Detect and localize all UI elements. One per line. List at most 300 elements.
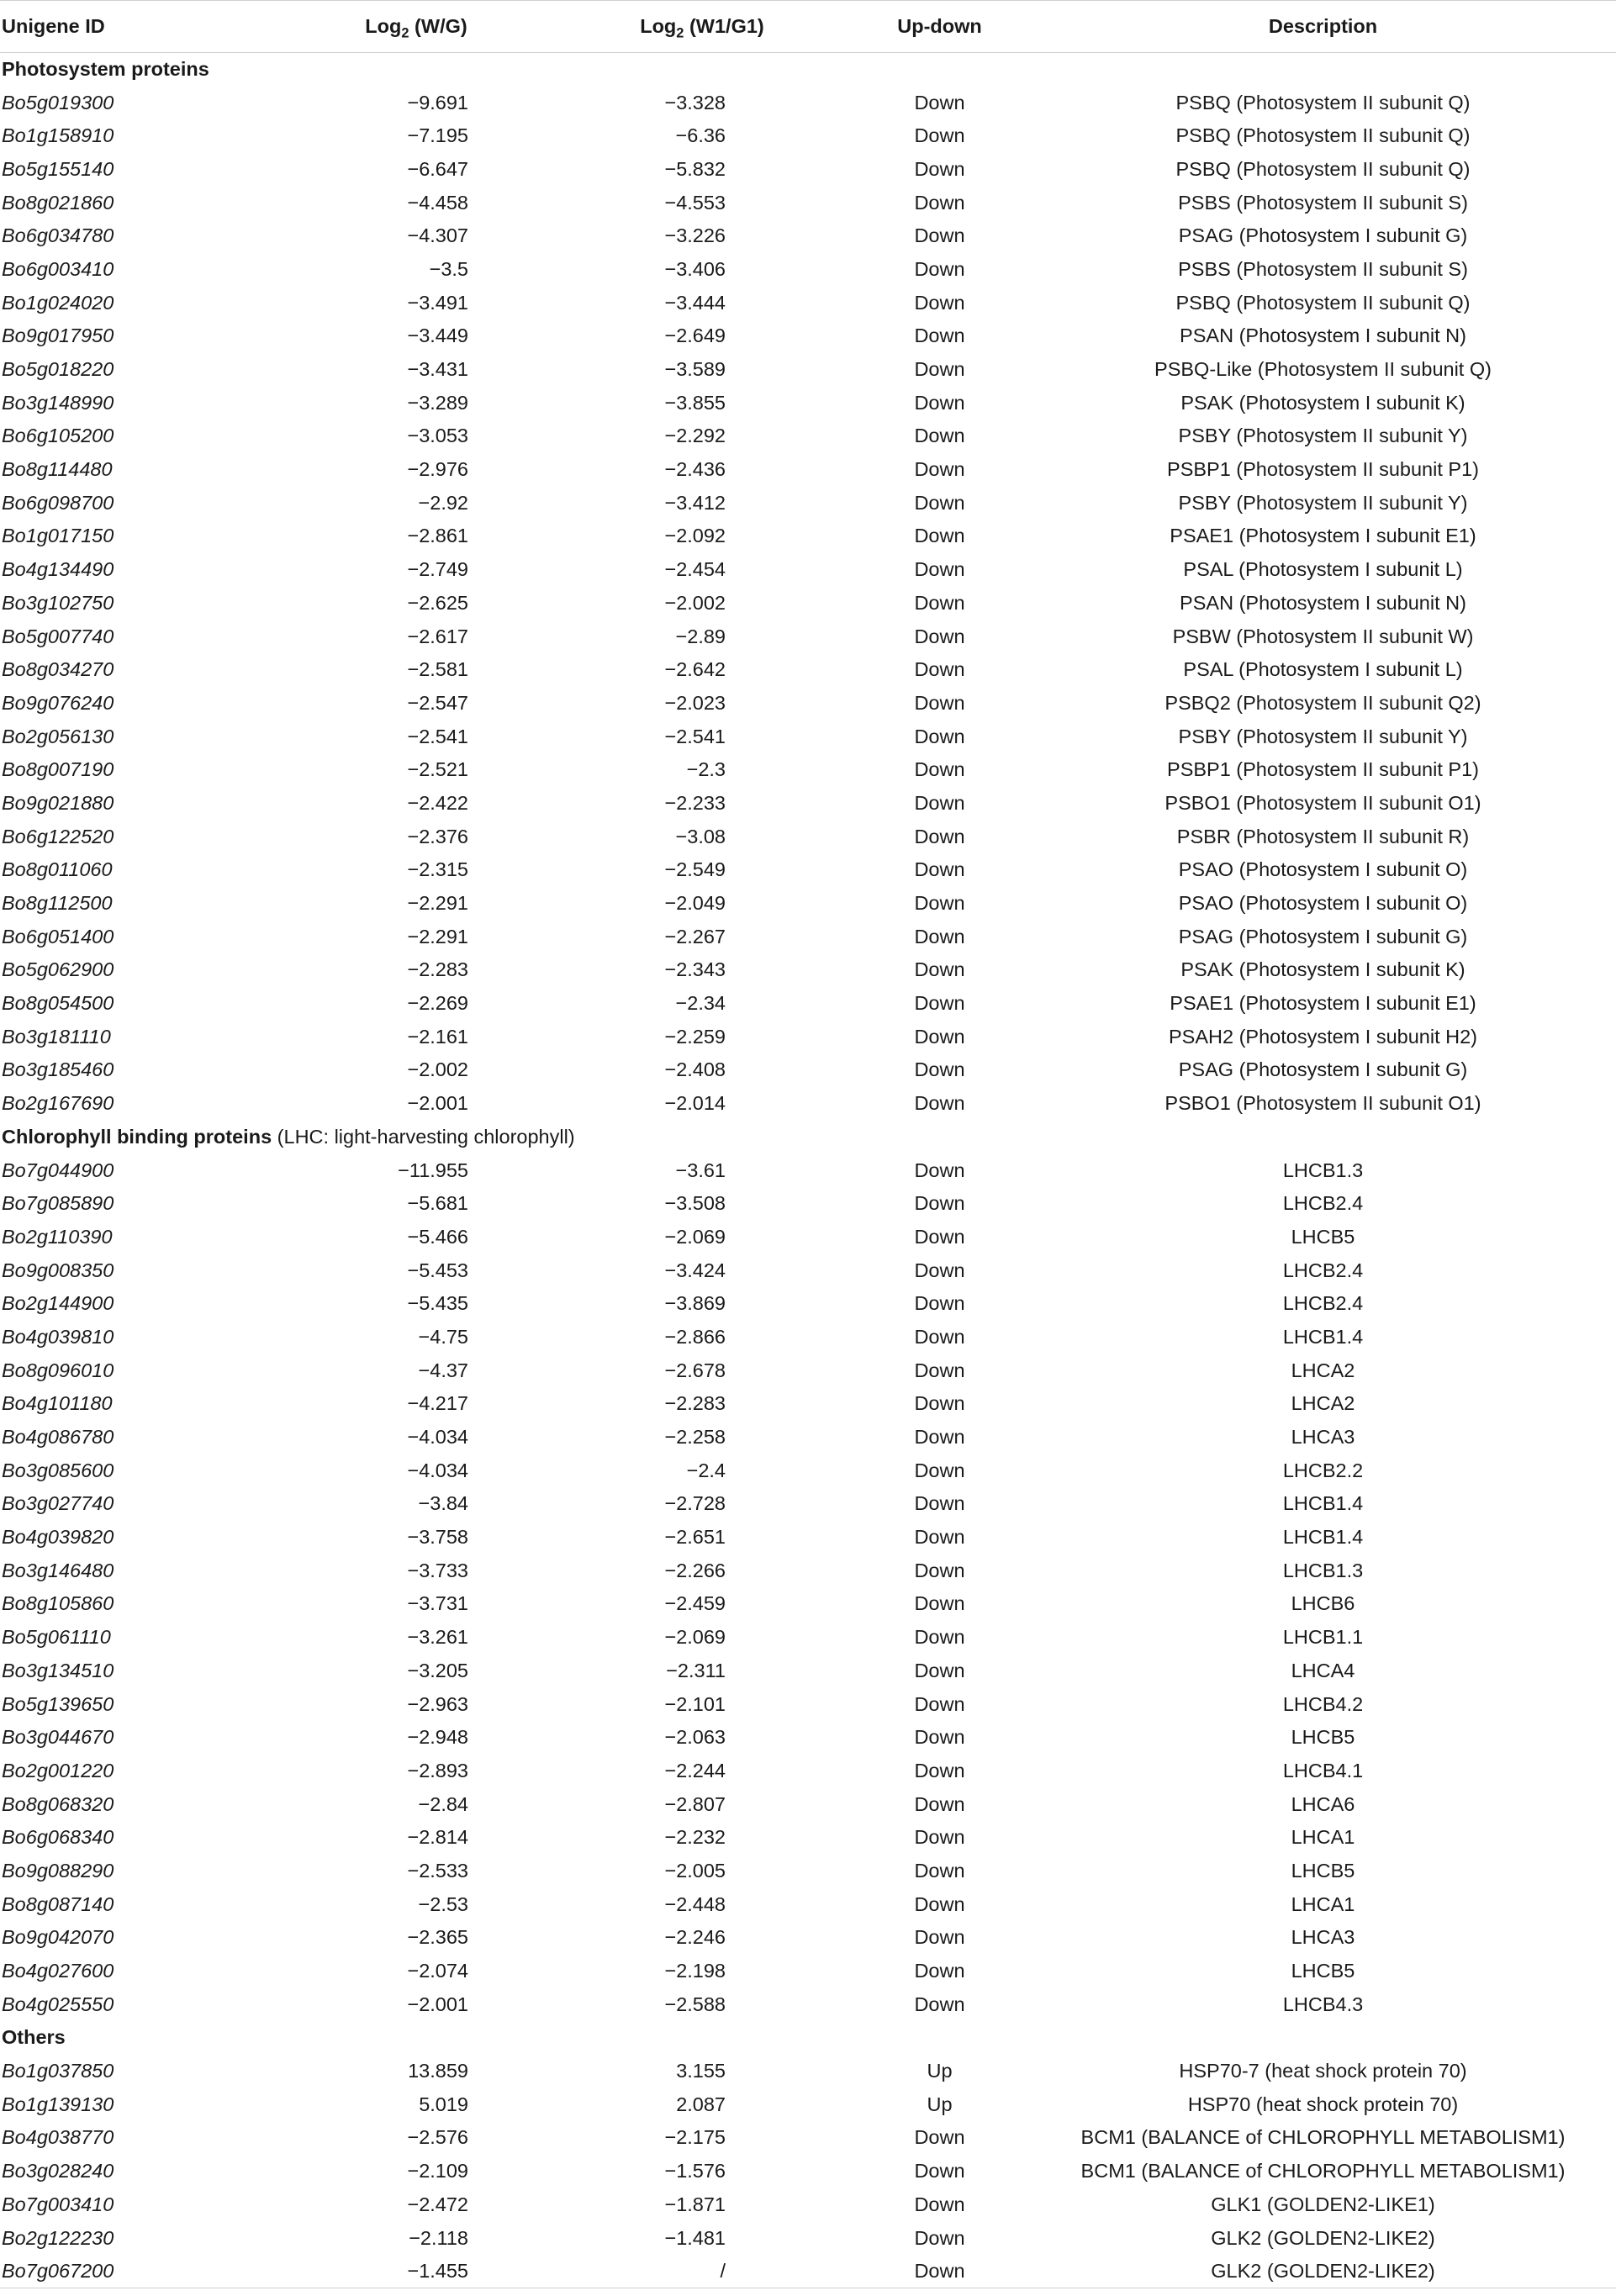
cell-log2-wg: −5.453	[407, 1259, 468, 1281]
cell-description: PSAK (Photosystem I subunit K)	[1180, 958, 1465, 981]
cell-log2-w1g1: −2.092	[664, 525, 726, 547]
cell-unigene-id: Bo1g017150	[2, 525, 114, 547]
cell-log2-wg: 5.019	[419, 2093, 468, 2115]
cell-log2-w1g1: −2.049	[664, 892, 726, 915]
cell-unigene-id: Bo6g068340	[2, 1826, 114, 1849]
cell-unigene-id: Bo5g062900	[2, 958, 114, 981]
cell-log2-w1g1: 3.155	[676, 2060, 726, 2082]
cell-unigene-id: Bo4g101180	[2, 1392, 113, 1415]
cell-log2-wg: −5.466	[407, 1225, 468, 1248]
cell-log2-wg: −3.053	[407, 425, 468, 447]
cell-description: LHCA3	[1291, 1426, 1355, 1449]
cell-description: PSAE1 (Photosystem I subunit E1)	[1170, 525, 1476, 547]
cell-log2-w1g1: −2.678	[664, 1359, 726, 1381]
header-unigene-id: Unigene ID	[0, 1, 277, 53]
table-row	[0, 920, 1616, 953]
cell-up-down: Down	[914, 1092, 965, 1115]
cell-up-down: Down	[914, 558, 965, 581]
cell-log2-w1g1: −3.328	[664, 91, 726, 113]
table-row	[0, 1955, 1616, 1988]
cell-log2-wg: 13.859	[408, 2060, 468, 2082]
cell-up-down: Down	[914, 1993, 965, 2015]
cell-log2-w1g1: −2.014	[664, 1092, 726, 1115]
cell-log2-wg: −2.814	[407, 1826, 468, 1849]
cell-description: LHCB2.4	[1282, 1292, 1364, 1315]
cell-description: LHCB2.4	[1282, 1192, 1364, 1215]
cell-up-down: Down	[914, 1592, 965, 1615]
table-row	[0, 1821, 1616, 1855]
table-row	[0, 1621, 1616, 1655]
cell-log2-wg: −1.455	[277, 2255, 555, 2288]
cell-log2-w1g1: −3.508	[664, 1192, 726, 1215]
cell-unigene-id: Bo5g155140	[2, 157, 114, 180]
table-row	[0, 2255, 1616, 2288]
cell-description: PSAK (Photosystem I subunit K)	[1180, 391, 1465, 414]
cell-log2-wg: −2.315	[407, 858, 468, 881]
cell-unigene-id: Bo3g148990	[2, 391, 114, 414]
cell-unigene-id: Bo9g042070	[2, 1926, 114, 1949]
cell-unigene-id: Bo9g021880	[2, 791, 114, 814]
cell-description: PSAG (Photosystem I subunit G)	[1178, 224, 1468, 247]
cell-up-down: Down	[914, 1626, 965, 1649]
cell-description: PSAL (Photosystem I subunit L)	[1183, 658, 1463, 681]
cell-unigene-id: Bo3g027740	[2, 1492, 114, 1515]
table-row	[0, 653, 1616, 687]
table-row	[0, 1554, 1616, 1587]
cell-log2-w1g1: −2.311	[666, 1659, 726, 1681]
cell-description: PSBO1 (Photosystem II subunit O1)	[1164, 791, 1481, 814]
cell-log2-w1g1: −2.549	[664, 858, 726, 881]
cell-log2-wg: −2.861	[407, 525, 468, 547]
cell-log2-wg: −3.758	[407, 1526, 468, 1549]
table-row	[0, 219, 1616, 253]
cell-description: LHCA3	[1291, 1926, 1355, 1949]
cell-log2-w1g1: −2.002	[664, 591, 726, 614]
cell-log2-wg: −3.449	[407, 325, 468, 347]
cell-log2-wg: −2.291	[407, 892, 468, 915]
cell-up-down: Down	[914, 1159, 965, 1181]
cell-log2-w1g1: −3.61	[675, 1159, 726, 1181]
table-row	[0, 1354, 1616, 1387]
cell-up-down: Down	[914, 191, 965, 214]
cell-up-down: Down	[914, 325, 965, 347]
cell-description: LHCA1	[1291, 1892, 1355, 1915]
table-row	[0, 820, 1616, 853]
cell-up-down: Down	[914, 658, 965, 681]
cell-unigene-id: Bo5g018220	[2, 358, 114, 381]
cell-description: PSBQ (Photosystem II subunit Q)	[1175, 291, 1471, 314]
cell-log2-w1g1: −2.266	[664, 1559, 726, 1581]
cell-log2-w1g1: −2.408	[664, 1058, 726, 1081]
cell-unigene-id: Bo2g122230	[2, 2226, 114, 2249]
table-row	[0, 353, 1616, 387]
table-row	[0, 2088, 1616, 2121]
table-row	[0, 1321, 1616, 1354]
cell-description: LHCA1	[1291, 1826, 1355, 1849]
cell-unigene-id: Bo9g076240	[2, 691, 114, 714]
table-row	[0, 1787, 1616, 1821]
cell-log2-wg: −3.261	[407, 1626, 468, 1649]
cell-unigene-id: Bo2g167690	[2, 1092, 114, 1115]
section-title-text: Chlorophyll binding proteins	[2, 1125, 272, 1148]
cell-description: LHCB5	[1291, 1960, 1355, 1982]
cell-unigene-id: Bo5g139650	[2, 1692, 114, 1715]
cell-unigene-id: Bo5g019300	[2, 91, 114, 113]
table-row	[0, 2121, 1616, 2155]
cell-up-down: Down	[914, 858, 965, 881]
cell-unigene-id: Bo8g105860	[2, 1592, 114, 1615]
cell-description: LHCB1.4	[1282, 1526, 1364, 1549]
table-row	[0, 486, 1616, 520]
cell-up-down: Down	[914, 1726, 965, 1749]
cell-unigene-id: Bo5g061110	[2, 1626, 111, 1649]
cell-log2-w1g1: 2.087	[676, 2093, 726, 2115]
cell-log2-w1g1: −3.08	[675, 825, 726, 847]
cell-log2-wg: −3.431	[407, 358, 468, 381]
cell-log2-w1g1: −3.855	[664, 391, 726, 414]
cell-unigene-id: Bo6g105200	[2, 425, 114, 447]
table-row	[0, 1721, 1616, 1755]
cell-log2-wg: −3.289	[407, 391, 468, 414]
cell-description: PSAO (Photosystem I subunit O)	[1178, 858, 1468, 881]
cell-log2-wg: −2.118	[409, 2226, 468, 2249]
table-row	[0, 987, 1616, 1021]
cell-up-down: Down	[914, 1926, 965, 1949]
cell-description: LHCB4.3	[1282, 1993, 1364, 2015]
cell-unigene-id: Bo3g181110	[2, 1025, 111, 1048]
cell-log2-w1g1: −6.36	[675, 124, 726, 147]
cell-unigene-id: Bo3g028240	[2, 2160, 114, 2183]
cell-unigene-id: Bo6g034780	[2, 224, 114, 247]
cell-up-down: Down	[914, 1192, 965, 1215]
header-description: Description	[1030, 1, 1616, 53]
table-row	[0, 620, 1616, 653]
cell-description: PSBQ (Photosystem II subunit Q)	[1175, 124, 1471, 147]
table-body	[0, 53, 1616, 2288]
cell-description: GLK1 (GOLDEN2-LIKE1)	[1211, 2193, 1435, 2215]
cell-log2-w1g1: −2.642	[664, 658, 726, 681]
cell-log2-wg: −4.458	[407, 191, 468, 214]
cell-description: BCM1 (BALANCE of CHLOROPHYLL METABOLISM1)	[1080, 2126, 1566, 2149]
table-row	[0, 853, 1616, 887]
cell-up-down: Down	[914, 1559, 965, 1581]
cell-unigene-id: Bo3g044670	[2, 1726, 114, 1749]
cell-description: PSBO1 (Photosystem II subunit O1)	[1164, 1092, 1481, 1115]
cell-description: HSP70-7 (heat shock protein 70)	[1179, 2060, 1467, 2082]
cell-description: LHCA2	[1291, 1392, 1355, 1415]
cell-unigene-id: Bo6g098700	[2, 491, 114, 514]
cell-up-down: Down	[914, 525, 965, 547]
cell-log2-w1g1: −5.832	[664, 157, 726, 180]
cell-log2-w1g1: −2.343	[664, 958, 726, 981]
cell-description: PSBY (Photosystem II subunit Y)	[1178, 491, 1468, 514]
cell-up-down: Down	[914, 1692, 965, 1715]
header-up-down: Up-down	[849, 1, 1030, 53]
table-row	[0, 687, 1616, 720]
cell-log2-w1g1: −2.023	[664, 691, 726, 714]
cell-log2-wg: −2.283	[407, 958, 468, 981]
cell-log2-wg: −9.691	[407, 91, 468, 113]
cell-unigene-id: Bo4g086780	[2, 1426, 114, 1449]
cell-log2-wg: −2.376	[407, 825, 468, 847]
cell-log2-w1g1: −3.406	[664, 257, 726, 280]
cell-up-down: Down	[914, 2193, 965, 2215]
cell-up-down: Down	[914, 992, 965, 1015]
cell-unigene-id: Bo4g039810	[2, 1325, 114, 1348]
cell-up-down: Down	[914, 1359, 965, 1381]
table-row	[0, 1454, 1616, 1487]
cell-log2-wg: −2.074	[407, 1960, 468, 1982]
cell-unigene-id: Bo4g027600	[2, 1960, 114, 1982]
table-row	[0, 887, 1616, 921]
table-row	[0, 1587, 1616, 1621]
cell-log2-w1g1: −2.005	[664, 1859, 726, 1882]
cell-unigene-id: Bo1g158910	[2, 124, 114, 147]
cell-log2-wg: −7.195	[407, 124, 468, 147]
cell-description: LHCB1.3	[1282, 1159, 1364, 1181]
table-row	[0, 1855, 1616, 1888]
cell-description: PSBQ (Photosystem II subunit Q)	[1175, 91, 1471, 113]
table-row	[0, 587, 1616, 620]
cell-log2-wg: −3.205	[407, 1659, 468, 1681]
cell-log2-w1g1: −3.444	[664, 291, 726, 314]
table-row	[0, 2155, 1616, 2188]
cell-log2-wg: −2.472	[407, 2193, 468, 2215]
cell-description: PSBP1 (Photosystem II subunit P1)	[1167, 758, 1479, 781]
cell-log2-w1g1: −2.436	[664, 458, 726, 481]
cell-log2-wg: −2.84	[418, 1792, 468, 1815]
cell-log2-w1g1: −2.258	[664, 1426, 726, 1449]
table-row	[0, 386, 1616, 420]
table-row	[0, 1087, 1616, 1121]
cell-log2-w1g1: −2.244	[664, 1759, 726, 1781]
cell-log2-wg: −2.001	[407, 1092, 468, 1115]
cell-up-down: Up	[927, 2093, 953, 2115]
cell-unigene-id: Bo4g025550	[2, 1993, 114, 2015]
section-row	[0, 53, 1616, 87]
cell-up-down: Down	[914, 1659, 965, 1681]
cell-log2-wg: −2.365	[407, 1926, 468, 1949]
cell-unigene-id: Bo4g039820	[2, 1526, 114, 1549]
cell-unigene-id: Bo1g024020	[2, 291, 114, 314]
cell-log2-wg: −2.291	[407, 925, 468, 947]
cell-unigene-id: Bo8g034270	[2, 658, 114, 681]
cell-up-down: Down	[914, 157, 965, 180]
cell-unigene-id: Bo8g087140	[2, 1892, 114, 1915]
cell-log2-wg: −4.75	[418, 1325, 468, 1348]
cell-description: LHCA6	[1291, 1792, 1355, 1815]
cell-log2-w1g1: −2.246	[664, 1926, 726, 1949]
cell-up-down: Down	[849, 2255, 1030, 2288]
cell-up-down: Down	[914, 1225, 965, 1248]
table-row	[0, 286, 1616, 319]
cell-unigene-id: Bo6g003410	[2, 257, 114, 280]
table-row	[0, 1254, 1616, 1287]
cell-up-down: Down	[914, 1892, 965, 1915]
cell-up-down: Down	[914, 925, 965, 947]
cell-unigene-id: Bo1g139130	[2, 2093, 114, 2115]
table-row	[0, 1187, 1616, 1221]
cell-log2-w1g1: −3.424	[664, 1259, 726, 1281]
cell-unigene-id: Bo8g068320	[2, 1792, 114, 1815]
cell-description: LHCB4.1	[1282, 1759, 1364, 1781]
cell-log2-w1g1: −2.866	[664, 1325, 726, 1348]
cell-up-down: Down	[914, 758, 965, 781]
cell-log2-w1g1: −1.481	[664, 2226, 726, 2249]
cell-unigene-id: Bo3g134510	[2, 1659, 114, 1681]
cell-up-down: Down	[914, 2226, 965, 2249]
cell-description: LHCA2	[1291, 1359, 1355, 1381]
cell-up-down: Down	[914, 1859, 965, 1882]
cell-log2-w1g1: −2.651	[664, 1526, 726, 1549]
cell-unigene-id: Bo4g134490	[2, 558, 114, 581]
cell-log2-wg: −2.625	[407, 591, 468, 614]
cell-unigene-id: Bo8g007190	[2, 758, 114, 781]
cell-log2-wg: −2.948	[407, 1726, 468, 1749]
cell-up-down: Down	[914, 1292, 965, 1315]
cell-unigene-id: Bo2g110390	[2, 1225, 113, 1248]
cell-up-down: Up	[927, 2060, 953, 2082]
cell-unigene-id: Bo8g011060	[2, 858, 113, 881]
cell-log2-w1g1: −2.101	[664, 1692, 726, 1715]
cell-log2-w1g1: −3.589	[664, 358, 726, 381]
cell-up-down: Down	[914, 1426, 965, 1449]
cell-log2-wg: −11.955	[398, 1159, 468, 1181]
cell-up-down: Down	[914, 391, 965, 414]
cell-description: PSBW (Photosystem II subunit W)	[1172, 625, 1474, 647]
cell-log2-wg: −2.521	[407, 758, 468, 781]
cell-up-down: Down	[914, 1459, 965, 1481]
cell-up-down: Down	[914, 1960, 965, 1982]
cell-description: PSBP1 (Photosystem II subunit P1)	[1167, 458, 1479, 481]
cell-unigene-id: Bo3g102750	[2, 591, 114, 614]
cell-unigene-id: Bo8g021860	[2, 191, 114, 214]
cell-log2-w1g1: −2.069	[664, 1626, 726, 1649]
cell-log2-wg: −2.109	[407, 2160, 468, 2183]
cell-description: PSAH2 (Photosystem I subunit H2)	[1168, 1025, 1477, 1048]
cell-description: LHCB1.4	[1282, 1492, 1364, 1515]
cell-unigene-id: Bo8g096010	[2, 1359, 114, 1381]
table-row	[0, 553, 1616, 587]
cell-log2-w1g1: −2.3	[686, 758, 726, 781]
cell-log2-w1g1: −2.541	[664, 725, 726, 747]
cell-up-down: Down	[914, 1492, 965, 1515]
cell-up-down: Down	[914, 224, 965, 247]
cell-up-down: Down	[914, 791, 965, 814]
cell-up-down: Down	[914, 257, 965, 280]
cell-log2-w1g1: −2.459	[664, 1592, 726, 1615]
cell-unigene-id: Bo3g185460	[2, 1058, 114, 1081]
cell-up-down: Down	[914, 124, 965, 147]
cell-description: BCM1 (BALANCE of CHLOROPHYLL METABOLISM1)	[1080, 2160, 1566, 2183]
cell-log2-wg: −3.5	[429, 257, 468, 280]
cell-unigene-id: Bo3g146480	[2, 1559, 114, 1581]
cell-unigene-id: Bo6g122520	[2, 825, 114, 847]
cell-log2-w1g1: −2.588	[664, 1993, 726, 2015]
cell-description: PSAG (Photosystem I subunit G)	[1178, 1058, 1468, 1081]
cell-up-down: Down	[914, 2126, 965, 2149]
cell-description: GLK2 (GOLDEN2-LIKE2)	[1030, 2255, 1616, 2288]
cell-description: PSBQ-Like (Photosystem II subunit Q)	[1154, 358, 1492, 381]
table-row	[0, 1655, 1616, 1688]
cell-description: PSAO (Photosystem I subunit O)	[1178, 892, 1468, 915]
table-row	[0, 1921, 1616, 1955]
cell-log2-w1g1: −2.233	[664, 791, 726, 814]
table-row	[0, 1053, 1616, 1087]
cell-log2-w1g1: −2.807	[664, 1792, 726, 1815]
cell-log2-wg: −2.92	[418, 491, 468, 514]
table-row	[0, 253, 1616, 287]
cell-unigene-id: Bo7g003410	[2, 2193, 114, 2215]
cell-log2-wg: −2.422	[407, 791, 468, 814]
section-title-text: Others	[2, 2026, 66, 2049]
cell-unigene-id: Bo9g008350	[2, 1259, 114, 1281]
cell-up-down: Down	[914, 291, 965, 314]
table-row	[0, 453, 1616, 487]
cell-unigene-id: Bo9g017950	[2, 325, 114, 347]
cell-description: LHCB2.2	[1282, 1459, 1364, 1481]
table-row	[0, 2221, 1616, 2255]
cell-log2-w1g1: −4.553	[664, 191, 726, 214]
table-row	[0, 153, 1616, 187]
cell-log2-w1g1: −2.448	[664, 1892, 726, 1915]
cell-log2-w1g1: /	[555, 2255, 849, 2288]
cell-log2-w1g1: −1.871	[664, 2193, 726, 2215]
section-title	[0, 53, 1616, 87]
cell-up-down: Down	[914, 1826, 965, 1849]
table-row	[0, 1387, 1616, 1421]
cell-log2-w1g1: −2.175	[664, 2126, 726, 2149]
cell-up-down: Down	[914, 1526, 965, 1549]
cell-log2-w1g1: −2.232	[664, 1826, 726, 1849]
cell-log2-wg: −4.37	[418, 1359, 468, 1381]
cell-log2-wg: −2.976	[407, 458, 468, 481]
cell-description: PSAN (Photosystem I subunit N)	[1180, 591, 1466, 614]
cell-up-down: Down	[914, 725, 965, 747]
cell-unigene-id: Bo7g044900	[2, 1159, 114, 1181]
cell-log2-wg: −5.435	[407, 1292, 468, 1315]
table-row	[0, 520, 1616, 553]
cell-log2-wg: −4.217	[407, 1392, 468, 1415]
cell-log2-wg: −2.161	[407, 1025, 468, 1048]
cell-log2-wg: −5.681	[407, 1192, 468, 1215]
cell-description: LHCB5	[1291, 1726, 1355, 1749]
cell-log2-wg: −2.617	[407, 625, 468, 647]
cell-description: PSAN (Photosystem I subunit N)	[1180, 325, 1466, 347]
cell-up-down: Down	[914, 958, 965, 981]
cell-unigene-id: Bo2g001220	[2, 1759, 114, 1781]
cell-log2-w1g1: −2.454	[664, 558, 726, 581]
section-title	[0, 2021, 1616, 2055]
section-note: (LHC: light-harvesting chlorophyll)	[272, 1125, 575, 1148]
cell-up-down: Down	[914, 425, 965, 447]
cell-log2-wg: −6.647	[407, 157, 468, 180]
cell-description: LHCB1.3	[1282, 1559, 1364, 1581]
table-row	[0, 1687, 1616, 1721]
table-row	[0, 1755, 1616, 1788]
cell-log2-wg: −2.001	[407, 1993, 468, 2015]
cell-description: PSBY (Photosystem II subunit Y)	[1178, 725, 1468, 747]
cell-description: LHCB5	[1291, 1859, 1355, 1882]
table-row	[0, 186, 1616, 219]
cell-unigene-id: Bo2g144900	[2, 1292, 114, 1315]
cell-up-down: Down	[914, 1058, 965, 1081]
cell-description: PSAE1 (Photosystem I subunit E1)	[1170, 992, 1476, 1015]
cell-up-down: Down	[914, 1325, 965, 1348]
cell-log2-wg: −4.034	[407, 1459, 468, 1481]
cell-up-down: Down	[914, 1259, 965, 1281]
cell-up-down: Down	[914, 358, 965, 381]
